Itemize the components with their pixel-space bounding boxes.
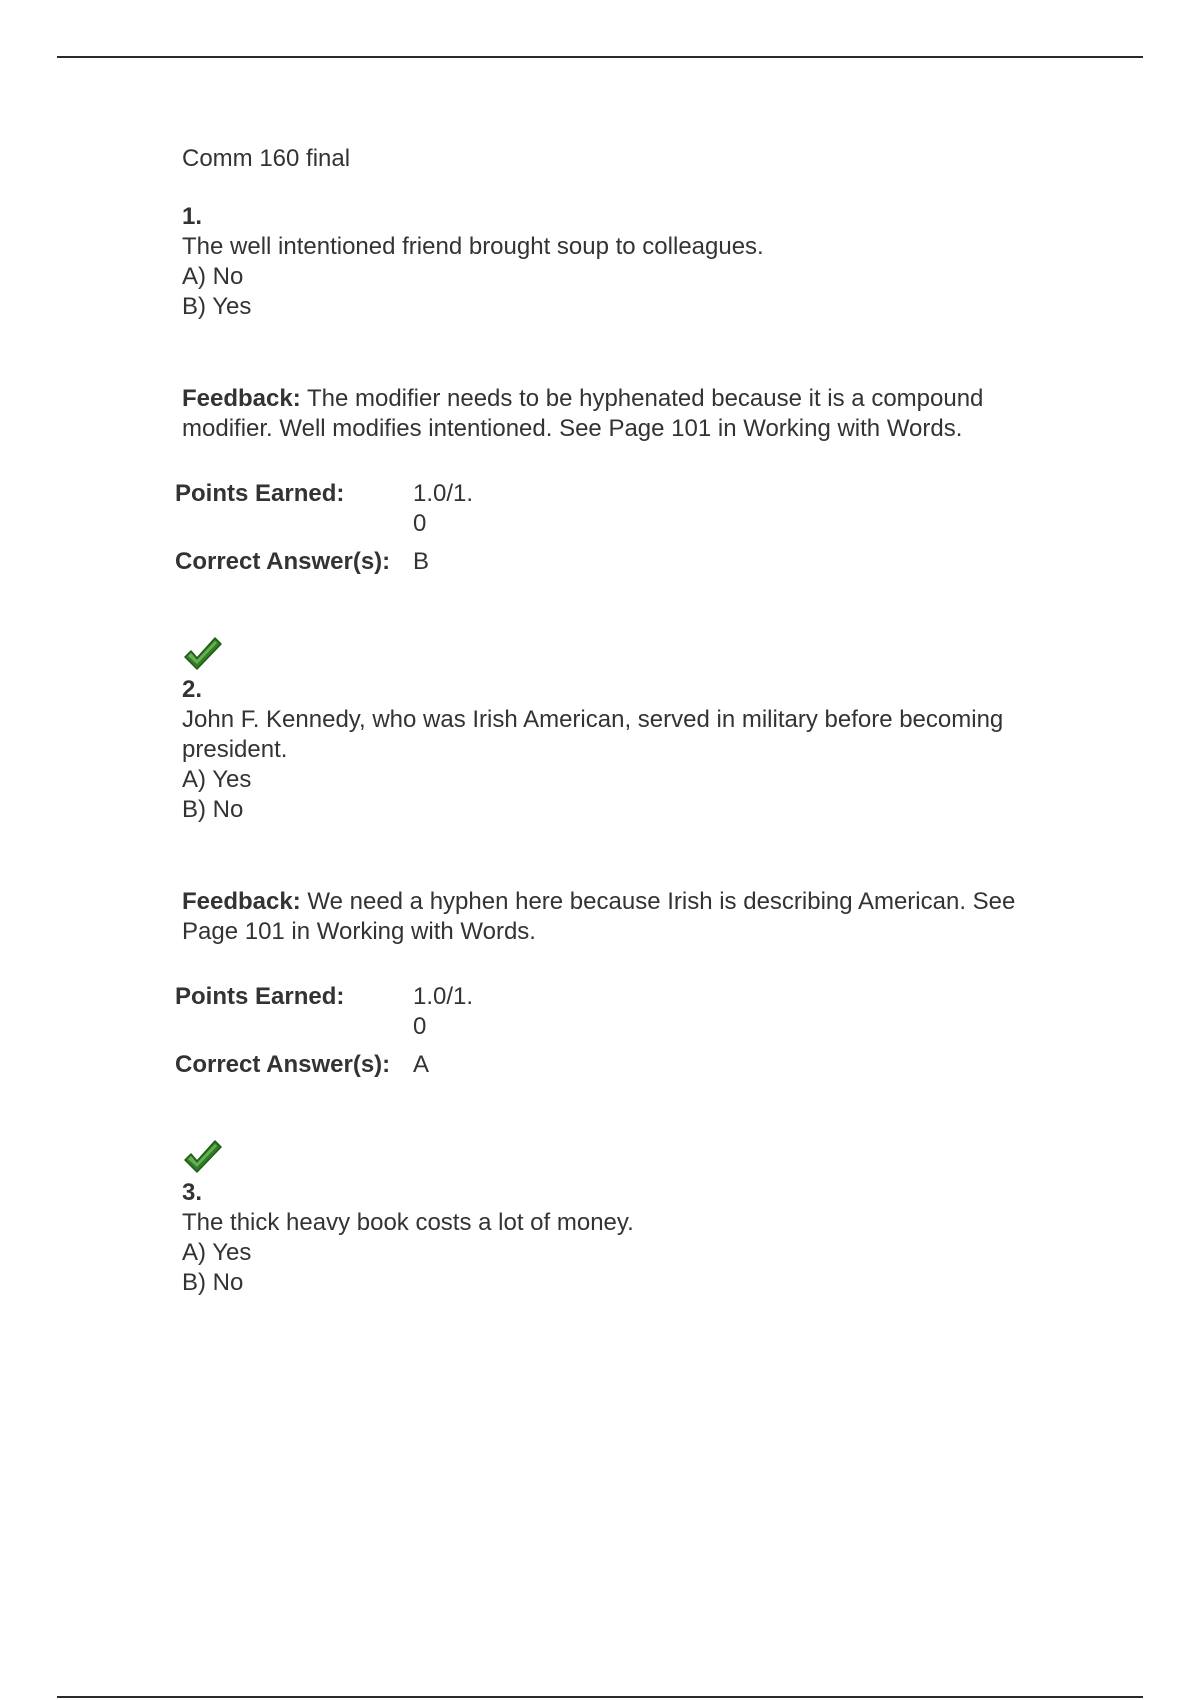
correct-answer-value: B [413, 548, 430, 575]
feedback-text: We need a hyphen here because Irish is describing American. See Page 101 in Working with Words. [182, 888, 1016, 945]
answer-option-b: B) Yes [182, 293, 252, 320]
question-text: The well intentioned friend brought soup to colleagues. [182, 233, 764, 260]
points-earned-value: 1.0/1.0 [413, 983, 474, 1040]
question-1 [175, 202, 1082, 577]
answer-option-a: A) Yes [182, 1239, 252, 1266]
answer-option-a: A) No [182, 263, 244, 290]
points-earned-label: Points Earned: [175, 480, 345, 507]
points-earned-value: 1.0/1.0 [413, 480, 474, 537]
points-earned-label: Points Earned: [175, 983, 345, 1010]
correct-answer-label: Correct Answer(s): [175, 548, 391, 575]
question-number: 1. [182, 203, 203, 230]
feedback-label: Feedback: [182, 888, 301, 915]
result-table [175, 479, 483, 577]
question-text: John F. Kennedy, who was Irish American, served in military before becoming president. [182, 706, 1004, 763]
correct-answer-value: A [413, 1051, 430, 1078]
top-rule [57, 56, 1143, 58]
answer-option-b: B) No [182, 796, 244, 823]
question-3 [182, 1138, 1082, 1298]
document-body [175, 144, 1082, 1298]
green-checkmark-icon [182, 1138, 222, 1176]
question-number: 2. [182, 676, 203, 703]
feedback [182, 887, 1032, 947]
question-number: 3. [182, 1179, 203, 1206]
feedback-label: Feedback: [182, 385, 301, 412]
answer-option-a: A) Yes [182, 766, 252, 793]
question-2 [175, 635, 1082, 1080]
feedback-text: The modifier needs to be hyphenated because it is a compound modifier. Well modifies intentioned. See Page 101 in Working with Words. [182, 385, 984, 442]
result-table [175, 982, 483, 1080]
question-text: The thick heavy book costs a lot of money. [182, 1209, 634, 1236]
bottom-rule [57, 1696, 1143, 1698]
answer-option-b: B) No [182, 1269, 244, 1296]
feedback [182, 384, 1032, 444]
green-checkmark-icon [182, 635, 222, 673]
correct-answer-label: Correct Answer(s): [175, 1051, 391, 1078]
document-title: Comm 160 final [182, 145, 351, 172]
